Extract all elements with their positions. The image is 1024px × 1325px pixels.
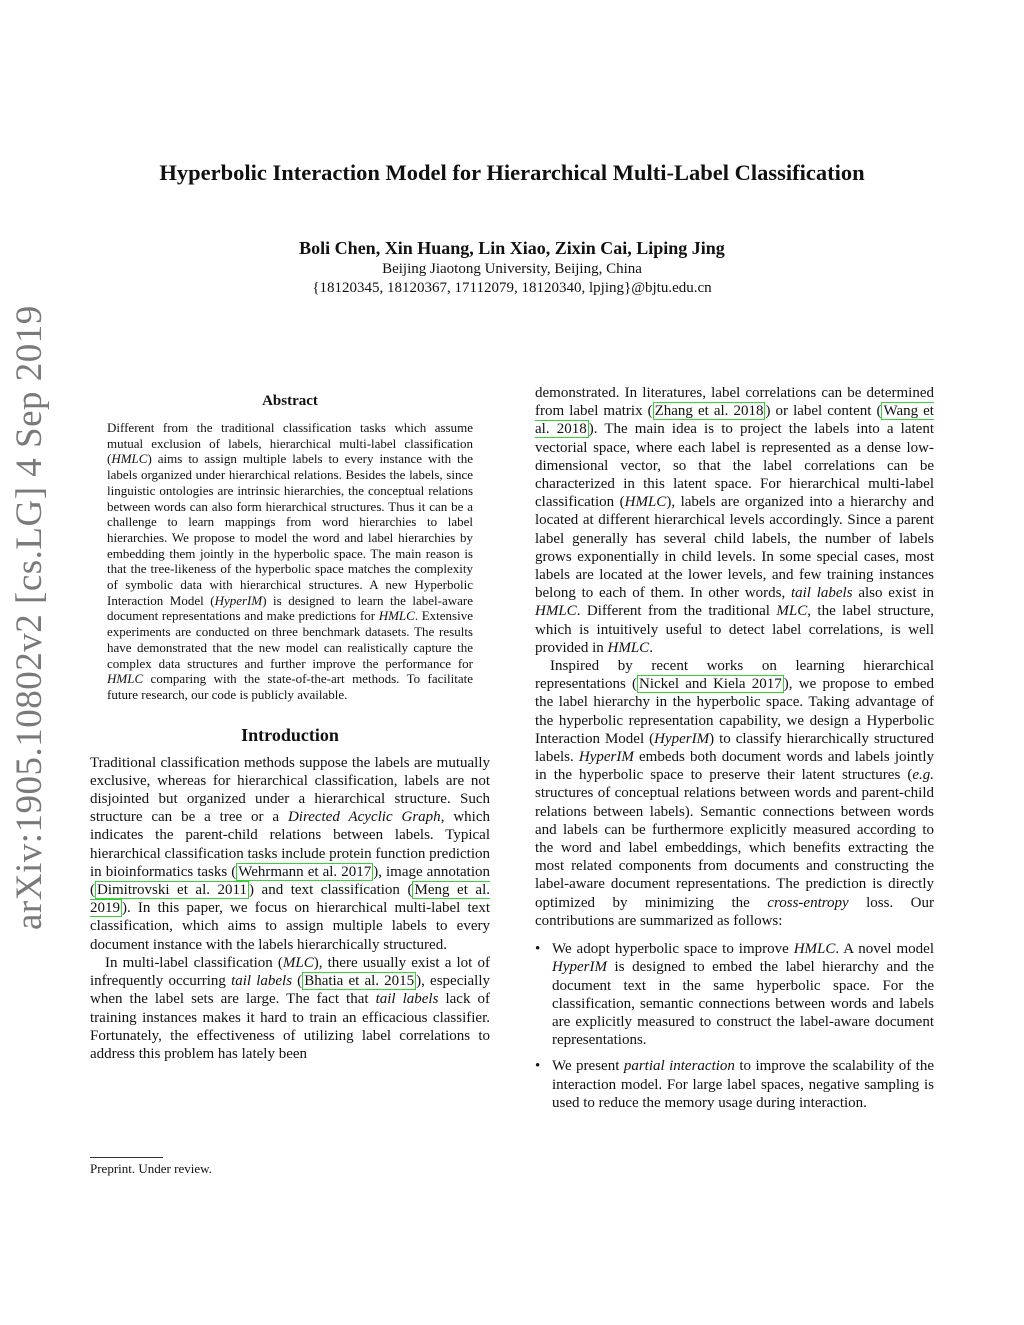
- contributions-list: [535, 940, 934, 1112]
- citation-link[interactable]: Zhang et al. 2018: [654, 403, 764, 420]
- citation-link[interactable]: Dimitrovski et al. 2011: [97, 882, 247, 899]
- paper-title: Hyperbolic Interaction Model for Hierarchical Multi-Label Classification: [159, 160, 865, 185]
- right-column: [535, 384, 934, 1120]
- citation-link[interactable]: Wang et al. 2018: [535, 403, 934, 438]
- affiliation: Beijing Jiaotong University, Beijing, China: [382, 261, 642, 277]
- citation-link[interactable]: Bhatia et al. 2015: [304, 973, 415, 990]
- intro-paragraph-2-continued: demonstrated. In literatures, label correlations can be determined from label matrix ( Zhang et al. 2018 ) or label content ( Wang et al. 2018 ). The main idea is to project the labels into a latent vectorial space, where each label is represented as a dense low-dimensional vector, so that the label correlations can be characterized in this latent space. For hierarchical multi-label classification (HMLC), labels are organized into a hierarchy and located at different hierarchical levels accordingly. Since a parent label generally has several child labels, the number of labels grows exponentially in child levels. In some special cases, most labels are located at the lower levels, and few training instances belong to each of them. In other words, tail labels also exist in HMLC. Different from the traditional MLC, the label structure, which is intuitively useful to detect label correlations, is well provided in HMLC.: [535, 385, 934, 656]
- list-item: • We adopt hyperbolic space to improve HMLC. A novel model HyperIM is designed to embed the label hierarchy and the document text in the same hyperbolic space. For the classification, semantic connections between words and labels are explicitly measured to construct the label-aware document representations.: [535, 941, 934, 1049]
- author-emails: {18120345, 18120367, 17112079, 18120340, lpjing}@bjtu.edu.cn: [312, 280, 712, 296]
- intro-paragraph-1: Traditional classification methods suppose the labels are mutually exclusive, whereas for hierarchical classification, labels are not disjointed but organized under a hierarchical structure. Such structure can be a tree or a Directed Acyclic Graph, which indicates the parent-child relations between labels. Typical hierarchical classification tasks include protein function prediction in bioinformatics tasks ( Wehrmann et al. 2017 ), image annotation ( Dimitrovski et al. 2011 ) and text classification ( Meng et al. 2019 ). In this paper, we focus on hierarchical multi-label text classification, which aims to assign multiple labels to every document instance with the labels hierarchically structured.: [90, 754, 490, 953]
- abstract-text: Different from the traditional classification tasks which assume mutual exclusion of labels, hierarchical multi-label classification (HMLC) aims to assign multiple labels to every instance with the labels organized under hierarchical relations. Besides the labels, since linguistic ontologies are intrinsic hierarchies, the conceptual relations between words can also form hierarchical structures. Thus it can be a challenge to learn mappings from word hierarchies to label hierarchies. We propose to model the word and label hierarchies by embedding them jointly in the hyperbolic space. The main reason is that the tree-likeness of the hyperbolic space matches the complexity of symbolic data with hierarchical structures. A new Hyperbolic Interaction Model (HyperIM) is designed to learn the label-aware document representations and make predictions for HMLC. Extensive experiments are conducted on three benchmark datasets. The results have demonstrated that the new model can realistically capture the complex data structures and further improve the performance for HMLC comparing with the state-of-the-art methods. To facilitate future research, our code is publicly available.: [107, 420, 473, 702]
- affiliation-block: [0, 260, 1024, 298]
- abstract-heading: Abstract: [262, 393, 318, 409]
- left-column: [90, 393, 490, 1063]
- intro-paragraph-2: In multi-label classification (MLC), there usually exist a lot of infrequently occurring tail labels ( Bhatia et al. 2015 ), especially when the label sets are large. The fact that tail labels lack of training instances makes it hard to train an efficacious classifier. Fortunately, the effectiveness of utilizing label correlations to address this problem has lately been: [90, 954, 491, 1062]
- bullet-icon: •: [535, 1058, 541, 1075]
- footnote: Preprint. Under review.: [90, 1161, 212, 1176]
- arxiv-stamp: arXiv:1905.10802v2 [cs.LG] 4 Sep 2019: [9, 305, 50, 930]
- list-item: • We present partial interaction to improve the scalability of the interaction model. For large label spaces, negative sampling is used to reduce the memory usage during interaction.: [535, 1058, 934, 1111]
- bullet-icon: •: [535, 941, 541, 958]
- paper-authors: Boli Chen, Xin Huang, Lin Xiao, Zixin Cai, Liping Jing: [299, 238, 725, 258]
- citation-link[interactable]: Nickel and Kiela 2017: [639, 676, 782, 693]
- citation-link[interactable]: Meng et al. 2019: [90, 882, 490, 917]
- intro-paragraph-3: Inspired by recent works on learning hierarchical representations ( Nickel and Kiela 2017 ), we propose to embed the label hierarchy in the hyperbolic space. Taking advantage of the hyperbolic representation capability, we design a Hyperbolic Interaction Model (HyperIM) to classify hierarchically structured labels. HyperIM embeds both document words and labels jointly in the hyperbolic space to preserve their latent structures (e.g. structures of conceptual relations between words and parent-child relations between labels). Semantic connections between words and labels can be furthermore explicitly measured according to the word and label embeddings, which benefits extracting the most related components from documents and constructing the label-aware document representations. The prediction is directly optimized by minimizing the cross-entropy loss. Our contributions are summarized as follows:: [535, 658, 935, 929]
- footnote-rule: [90, 1157, 163, 1158]
- introduction-heading: Introduction: [241, 724, 339, 745]
- citation-link[interactable]: Wehrmann et al. 2017: [238, 863, 372, 880]
